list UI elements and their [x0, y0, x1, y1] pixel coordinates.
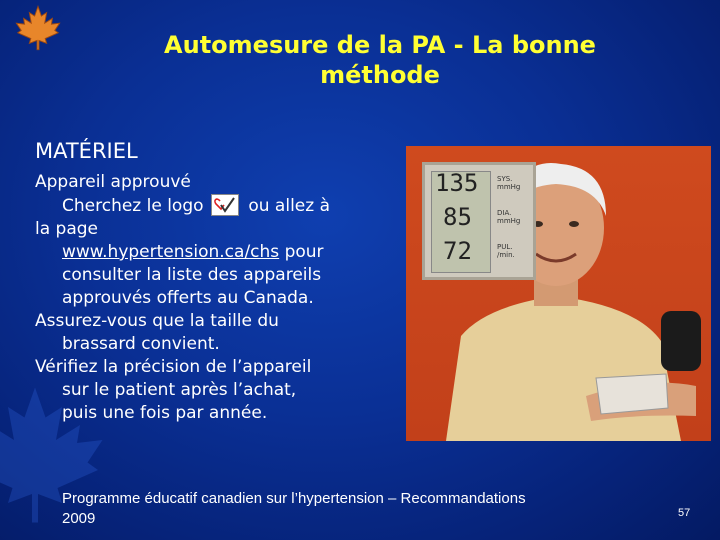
sys-value: 135: [435, 169, 479, 197]
maple-leaf-icon: [14, 4, 62, 52]
bullet-2-line-2: brassard convient.: [62, 334, 220, 354]
slide-content: [35, 140, 395, 425]
dia-value: 85: [443, 203, 472, 231]
sys-label: SYS.: [497, 175, 513, 183]
bullet-1-line-2: [35, 194, 395, 218]
bullet-1-text-post-logo: ou allez à: [248, 196, 330, 216]
slide-footer: [62, 489, 642, 529]
page-number: 57: [678, 507, 691, 519]
bullet-2-line-1: Assurez-vous que la taille du: [35, 311, 279, 331]
dia-unit: mmHg: [497, 217, 521, 225]
section-heading: MATÉRIEL: [35, 139, 138, 163]
bullet-3-line-3: puis une fois par année.: [62, 403, 268, 423]
bullet-1-line-5: consulter la liste des appareils: [62, 265, 322, 285]
footer-line-1: Programme éducatif canadien sur l’hypertension – Recommandations: [62, 490, 526, 507]
bp-cuff: [661, 311, 701, 371]
hypertension-url-link[interactable]: www.hypertension.ca/chs: [62, 242, 280, 262]
bullet-3-line-2: sur le patient après l’achat,: [62, 380, 297, 400]
bullet-1-text-pre-logo: Cherchez le logo: [62, 196, 204, 216]
dia-label: DIA.: [497, 209, 512, 217]
bullet-1-line-3: la page: [35, 219, 99, 239]
bullet-1-text-pour: pour: [279, 242, 324, 262]
bullet-1-line-4: [35, 241, 395, 264]
bullet-1-line-1: Appareil approuvé: [35, 172, 191, 192]
bp-monitor-display: [422, 162, 536, 280]
pul-value: 72: [443, 237, 472, 265]
checkmark-heart-logo-icon: [211, 194, 239, 216]
bullet-3-line-1: Vérifiez la précision de l’appareil: [35, 357, 312, 377]
footer-line-2: 2009: [62, 510, 96, 527]
title-line-2: méthode: [320, 61, 440, 89]
slide-title: [95, 30, 665, 90]
sys-unit: mmHg: [497, 183, 521, 191]
pul-unit: /min.: [497, 251, 515, 259]
pul-label: PUL.: [497, 243, 513, 251]
bullet-1-line-6: approuvés offerts au Canada.: [62, 288, 314, 308]
patient-photo: [406, 146, 711, 441]
title-line-1: Automesure de la PA - La bonne: [164, 31, 596, 59]
